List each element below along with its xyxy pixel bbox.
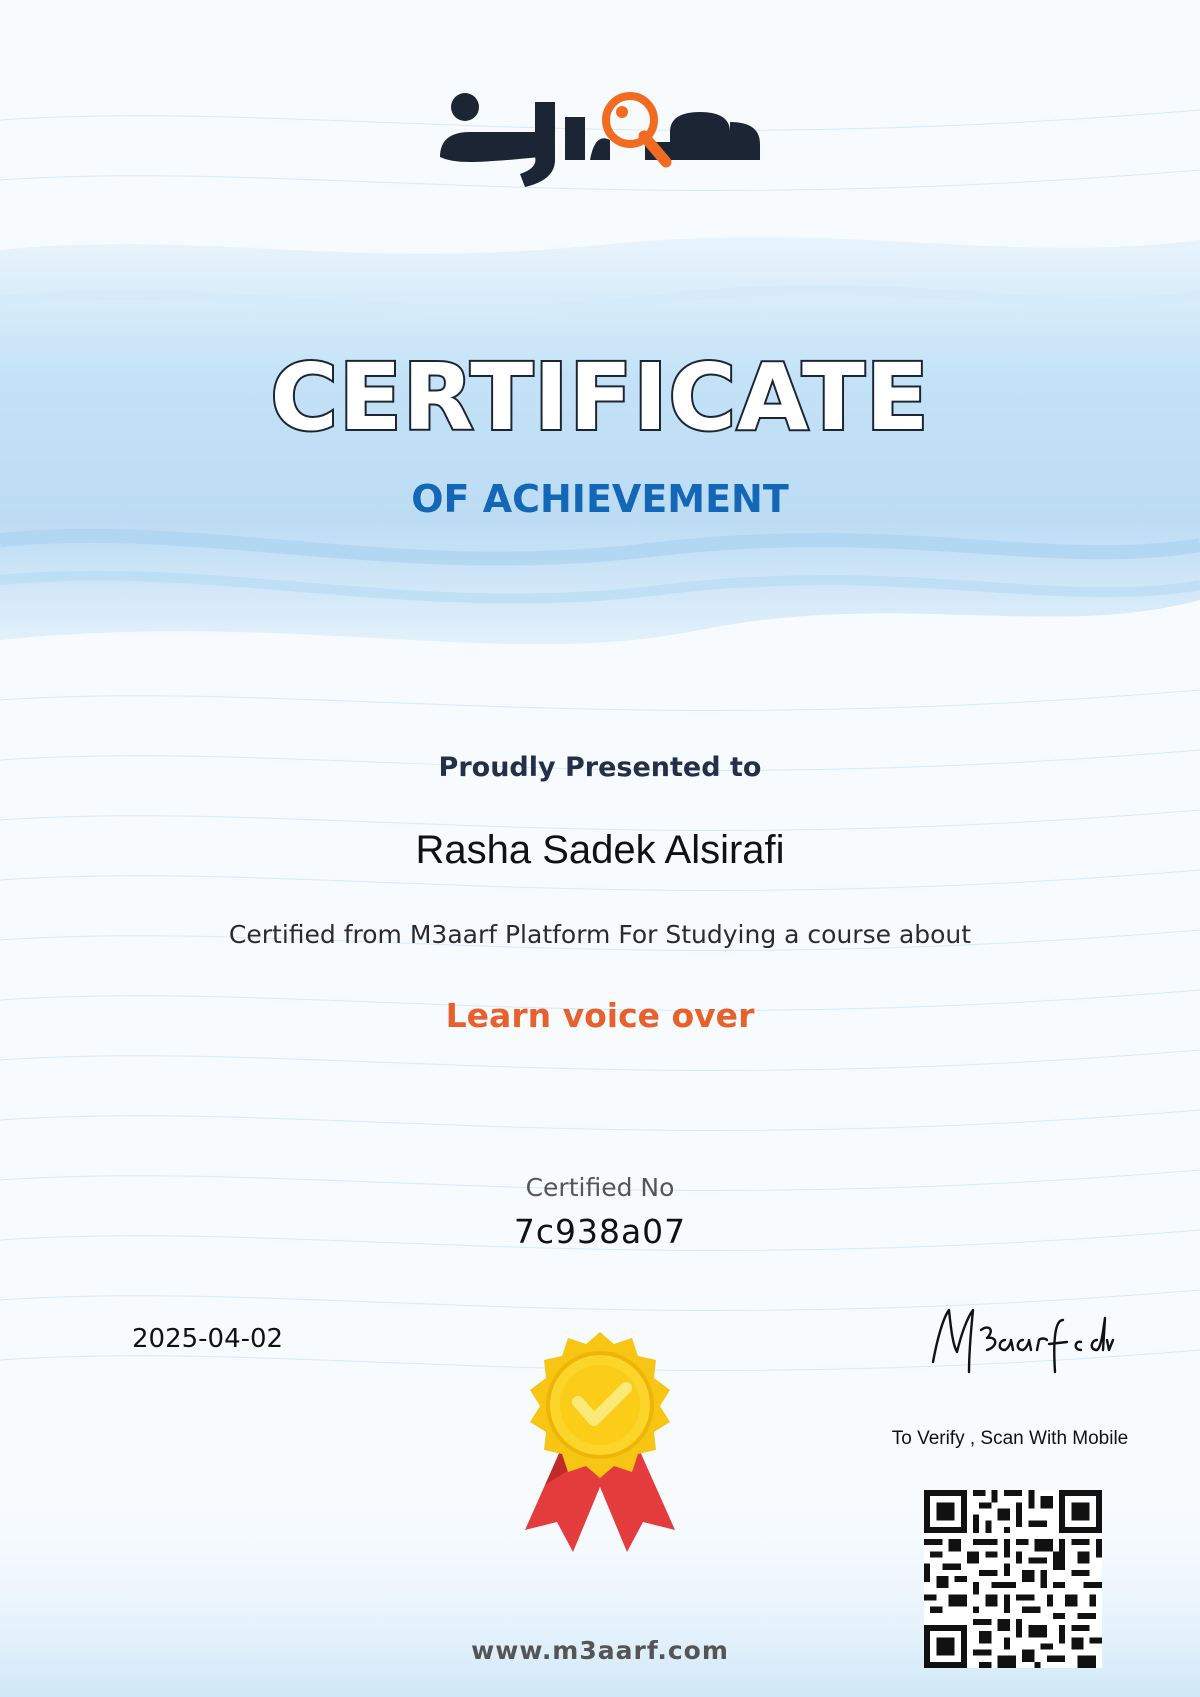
certificate-description: Certified from M3aarf Platform For Studying a course about — [228, 920, 972, 949]
issue-date: 2025-04-02 — [132, 1324, 284, 1354]
course-name: Learn voice over — [445, 996, 755, 1035]
certificate-title: CERTIFICATE — [270, 344, 930, 451]
presented-label: Proudly Presented to — [438, 752, 762, 783]
award-ribbon-check-icon — [515, 1330, 685, 1560]
recipient-name: Rasha Sadek Alsirafi — [415, 828, 785, 872]
website-url: www.m3aarf.com — [471, 1636, 729, 1665]
certified-no-value: 7c938a07 — [513, 1212, 687, 1251]
signature — [925, 1300, 1115, 1380]
certified-no-label: Certified No — [525, 1173, 675, 1202]
maaref-logo — [430, 62, 770, 202]
verify-instruction: To Verify , Scan With Mobile — [891, 1428, 1129, 1449]
certificate-subtitle: OF ACHIEVEMENT — [411, 477, 789, 521]
